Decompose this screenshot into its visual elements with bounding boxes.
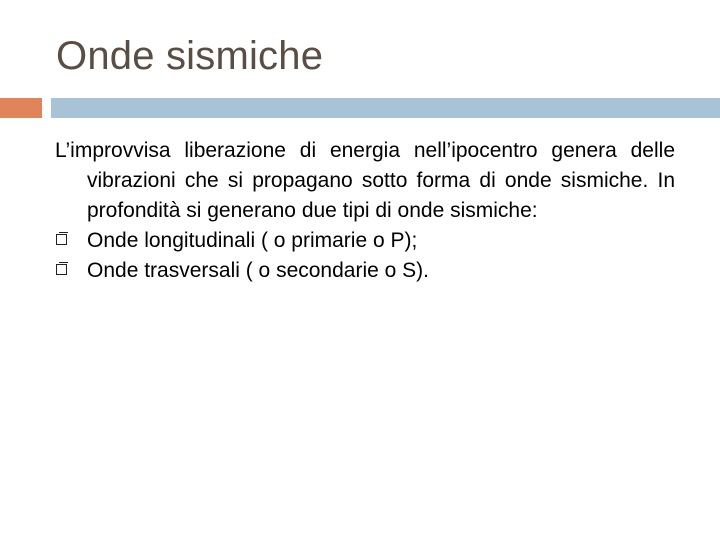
bullet-text: Onde trasversali ( o secondarie o S). [87,259,429,282]
bullet-item-trasversal [55,256,675,286]
intro-paragraph: L’improvvisa liberazione di energia nell’ipocentro genera delle vibrazioni che si propagano sotto forma di onde sismiche. In profondità si generano due tipi di onde sismiche: [55,139,675,222]
bullet-item-longitudinal [55,226,675,256]
slide-title: Onde sismiche [56,34,324,78]
accent-bar-orange [0,98,42,118]
square-bullet-icon [56,264,67,275]
bullet-text: Onde longitudinali ( o primarie o P); [87,229,418,252]
slide-body [55,136,675,286]
accent-bar-blue [51,98,720,118]
square-bullet-icon [56,234,67,245]
